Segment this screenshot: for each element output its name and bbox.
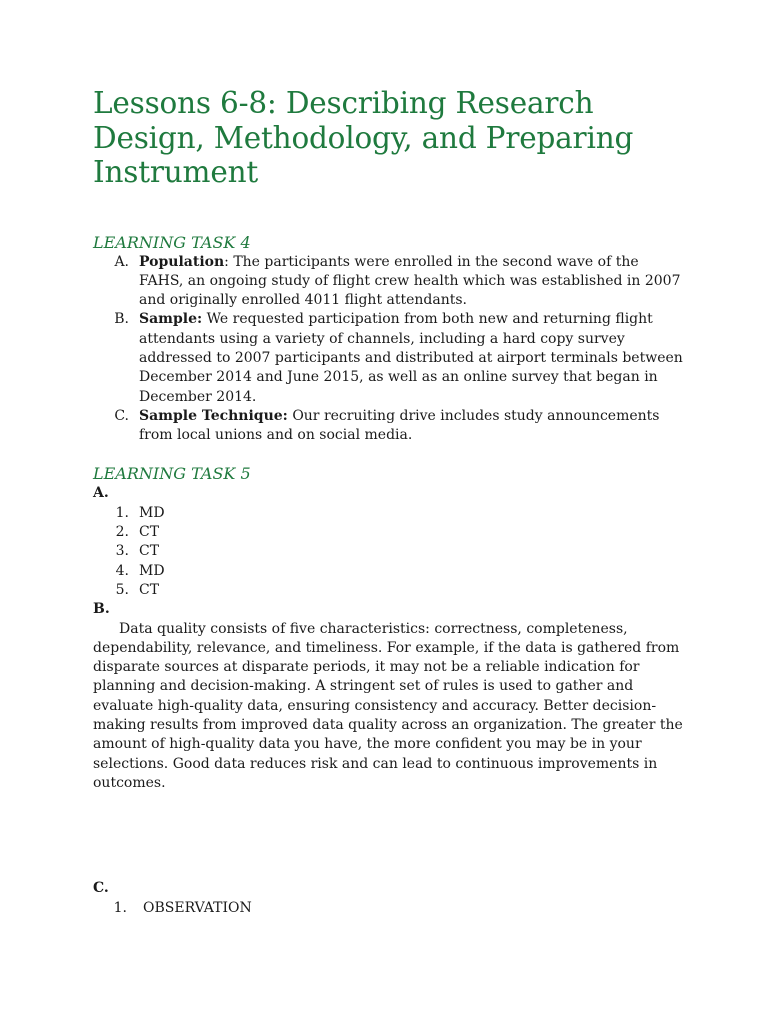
method-list [93,899,683,918]
document-page [93,86,683,918]
blank-space [93,793,683,879]
answer-text: CT [139,581,160,598]
term-label: Population [139,253,225,270]
answer-text: MD [139,504,165,521]
task4-item-c [93,407,683,446]
list-marker: C. [114,407,129,424]
list-marker: 1. [115,504,129,521]
list-item [93,899,683,918]
section-a-label: A. [93,485,109,502]
task4-item-a [93,253,683,311]
item-text: We requested participation from both new and returning flight attendants using a variety of channels, including a hard copy survey addressed to 2007 participants and distributed at airport terminals between December 2014 and June 2015, as well as an online survey that began in December 2014. [139,311,683,405]
list-item [93,562,683,581]
answer-text: MD [139,562,165,579]
list-item [93,542,683,561]
item-text: The participants were enrolled in the second wave of the FAHS, an ongoing study of flight crew health which was established in 2007 and originally enrolled 4011 flight attendants. [139,253,681,309]
list-marker: 2. [115,524,129,541]
list-marker: 3. [115,543,129,560]
task5-section-b [93,600,683,793]
term-label: Sample Technique: [139,407,288,424]
list-marker: 4. [115,562,129,579]
list-item [93,523,683,542]
list-item [93,504,683,523]
list-item [93,581,683,600]
answer-text: CT [139,524,160,541]
task5-section-c [93,879,683,918]
list-marker: A. [114,253,129,270]
answer-text: CT [139,543,160,560]
learning-task-4-heading: LEARNING TASK 4 [93,232,251,252]
section-c-label: C. [93,880,109,897]
section-b-label: B. [93,601,110,618]
item-text: Our recruiting drive includes study announcements from local unions and on social media. [139,407,660,444]
section-b-paragraph: Data quality consists of five characteristics: correctness, completeness, dependability, relevance, and timeliness. For example, if the data is gathered from disparate sources at disparate periods, it may not be a reliable indication for planning and decision-making. A stringent set of rules is used to gather and evaluate high-quality data, ensuring consistency and accuracy. Better decision-making results from improved data quality across an organization. The greater the amount of high-quality data you have, the more confident you may be in your selections. Good data reduces risk and can lead to continuous improvements in outcomes. [93,620,683,791]
learning-task-5-heading: LEARNING TASK 5 [93,464,251,484]
term-separator: : [224,253,234,270]
list-marker: 5. [115,581,129,598]
method-text: OBSERVATION [143,899,252,916]
page-title: Lessons 6-8: Describing Research Design, Methodology, and Preparing Instrument [93,86,634,189]
answer-list [93,504,683,600]
term-label: Sample: [139,311,203,328]
task4-list [93,253,683,446]
task4-item-b [93,310,683,406]
list-marker: 1. [113,899,127,916]
list-marker: B. [114,311,129,328]
task5-section-a [93,484,683,600]
